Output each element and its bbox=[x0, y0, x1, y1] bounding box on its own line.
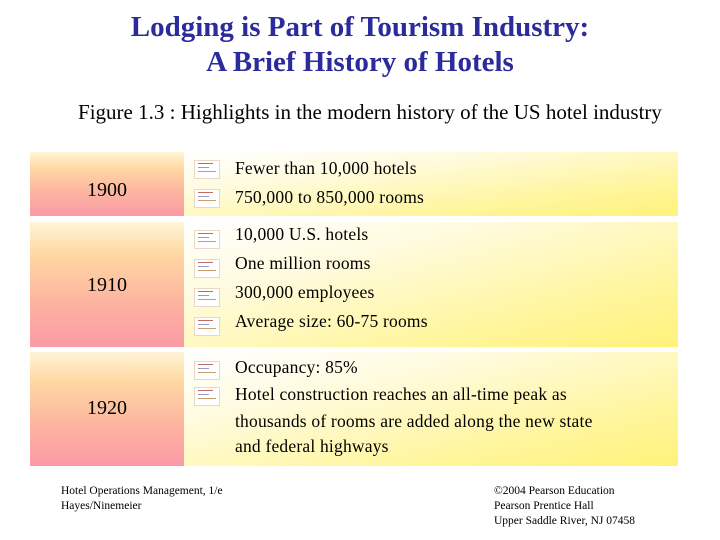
footer-left-line: Hayes/Ninemeier bbox=[61, 500, 142, 512]
bullet-icon bbox=[194, 160, 220, 179]
highlight-line: thousands of rooms are added along the new state bbox=[235, 411, 593, 431]
highlight-line: 300,000 employees bbox=[235, 282, 375, 302]
bullet-icon bbox=[194, 189, 220, 208]
bullet-icon bbox=[194, 387, 220, 406]
year-box-1910 bbox=[30, 222, 184, 347]
highlight-line: One million rooms bbox=[235, 253, 371, 273]
bullet-icon bbox=[194, 259, 220, 278]
highlights-box-1910 bbox=[184, 222, 678, 347]
footer-book-info bbox=[61, 484, 223, 514]
title-line-1: Lodging is Part of Tourism Industry: bbox=[130, 11, 590, 43]
footer-right-line: ©2004 Pearson Education bbox=[494, 485, 615, 497]
highlight-line: Occupancy: 85% bbox=[235, 357, 358, 377]
highlight-line: Average size: 60-75 rooms bbox=[235, 311, 428, 331]
bullet-icon bbox=[194, 361, 220, 380]
highlight-line: Fewer than 10,000 hotels bbox=[235, 158, 417, 178]
figure-caption: Figure 1.3 : Highlights in the modern history of the US hotel industry bbox=[78, 100, 662, 124]
highlights-box-1920 bbox=[184, 352, 678, 466]
title-line-2: A Brief History of Hotels bbox=[206, 46, 514, 78]
slide-title bbox=[0, 10, 720, 80]
year-label: 1900 bbox=[87, 179, 127, 201]
highlight-line: 10,000 U.S. hotels bbox=[235, 224, 369, 244]
year-label: 1920 bbox=[87, 397, 127, 419]
highlight-line: and federal highways bbox=[235, 436, 389, 456]
footer-left-line: Hotel Operations Management, 1/e bbox=[61, 485, 223, 497]
highlight-line: 750,000 to 850,000 rooms bbox=[235, 187, 425, 207]
bullet-icon bbox=[194, 288, 220, 307]
bullet-icon bbox=[194, 317, 220, 336]
year-box-1920 bbox=[30, 352, 184, 466]
highlights-box-1900 bbox=[184, 152, 678, 216]
footer-publisher-info bbox=[494, 484, 635, 529]
year-label: 1910 bbox=[87, 274, 127, 296]
bullet-icon bbox=[194, 230, 220, 249]
highlight-line: Hotel construction reaches an all-time peak as bbox=[235, 384, 567, 404]
footer-right-line: Pearson Prentice Hall bbox=[494, 500, 594, 512]
footer-right-line: Upper Saddle River, NJ 07458 bbox=[494, 515, 636, 527]
year-box-1900 bbox=[30, 152, 184, 216]
